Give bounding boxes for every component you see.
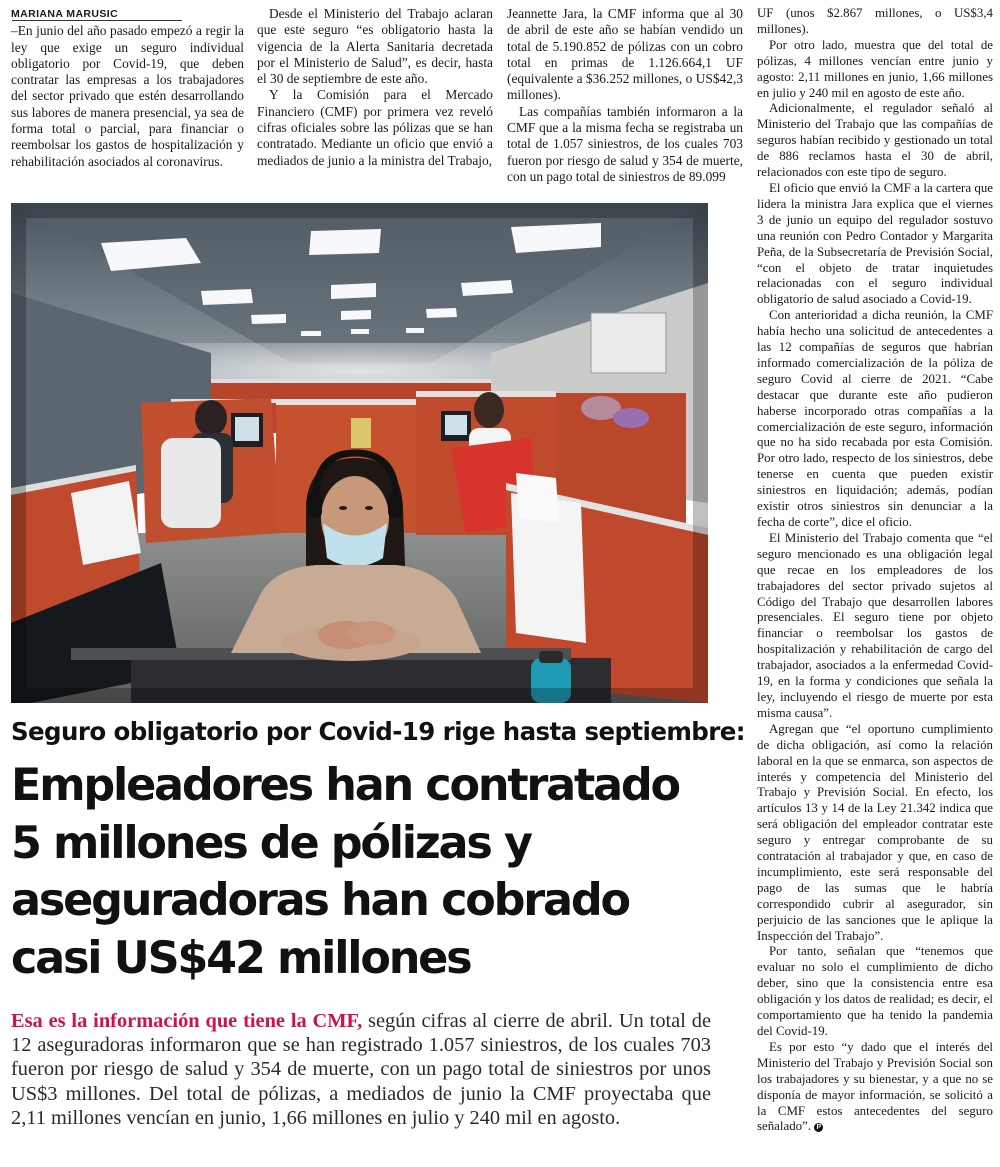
paragraph: El oficio que envió la CMF a la cartera que lidera la ministra Jara explica que el viernes 3 de junio un equipo del regulador sostuvo una reunión con Pedro Contador y Margarita Peña, de la Subsecretaría de Previsión Social, “con el objeto de tratar inquietudes relacionadas con el seguro individual obligatorio de salud asociado a Covid-19.: [757, 180, 993, 307]
paragraph: El Ministerio del Trabajo comenta que “el seguro mencionado es una obligación legal que recae en los empleadores de los trabajadores del sector privado sujetos al Código del Trabajo que desarrollen labores presenciales. El seguro tiene por objeto financiar o reembolsar los gastos de hospitalización y rehabilitación de cargo del trabajador, asociados a la enfermedad Covid-19, en la forma y condiciones que señala la ley, incluyendo el riesgo de muerte por esta misma causa”.: [757, 530, 993, 720]
lede: [11, 1009, 711, 1130]
paragraph: Jeannette Jara, la CMF informa que al 30 de abril de este año se habían vendido un total de 5.190.852 de pólizas con un cobro total en primas de 1.126.664,1 UF (equivalente a $36.252 millones, o US$42,3 millones).: [507, 6, 743, 103]
headline-line: casi US$42 millones: [11, 932, 471, 984]
paragraph: –En junio del año pasado empezó a regir la ley que exige un seguro individual obligatorio por Covid-19, que deben contratar las empresas a los trabajadores del sector privado que estén desarrollando sus labores de manera presencial, ya sea de forma total o parcial, para financiar o reembolsar los gastos de hospitalización y rehabilitación asociados al coronavirus.: [11, 23, 244, 169]
end-mark-icon: P: [814, 1123, 823, 1132]
paragraph: Adicionalmente, el regulador señaló al Ministerio del Trabajo que las compañías de seguros habían recibido y gestionado un total de 886 reclamos hasta el 30 de abril, relacionados con este tipo de seguro.: [757, 101, 993, 180]
paragraph: Las compañías también informaron a la CMF que a la misma fecha se registraba un total de 1.057 siniestros, de los cuales 703 fueron por riesgo de salud y 354 de muerte, con un pago total de siniestros de 89.099: [507, 103, 743, 184]
call-center-photo: [11, 203, 708, 703]
article-column-3: [507, 6, 743, 185]
headline: [11, 757, 711, 987]
headline-line: Empleadores han contratado: [11, 760, 679, 811]
lede-highlight: Esa es la información que tiene la CMF,: [11, 1010, 363, 1032]
paragraph: [757, 1040, 993, 1135]
paragraph: Por tanto, señalan que “tenemos que evaluar no solo el cumplimiento de dicho deber, sino que la consistencia entre esa obligación y los datos de realidad; es decir, el comportamiento que ha tenido la pandemia del Covid-19.: [757, 944, 993, 1038]
article-column-2: [257, 6, 493, 169]
headline-line: aseguradoras han cobrado: [11, 875, 629, 926]
article-column-4: [757, 6, 993, 1135]
paragraph-text: Es por esto “y dado que el interés del Ministerio del Trabajo y Previsión Social son los trabajadores y su bienestar, y a que no se disponía de mayor información, se solicitó a la CMF estos antecedentes del seguro señalado”.: [757, 1039, 993, 1134]
article-photo: [11, 203, 708, 703]
headline-line: 5 millones de pólizas y: [11, 817, 531, 869]
kicker: Seguro obligatorio por Covid-19 rige hasta septiembre:: [11, 717, 745, 746]
byline: MARIANA MARUSIC: [11, 8, 119, 20]
paragraph: Con anterioridad a dicha reunión, la CMF había hecho una solicitud de antecedentes a las 12 compañías de seguros que habrían informado comercialización de la póliza de seguro Covid al cierre de 2021. “Cabe destacar que durante este año pudieron haberse incorporado otras compañías a la comercialización de este seguro, información que no ha sido recabada por esta Comisión. Por otro lado, respecto de los siniestros, debe tenerse en cuenta que pueden existir siniestros en liquidación; además, podían existir otros siniestros sin denunciar a la fecha de corte”, dice el oficio.: [757, 308, 993, 529]
paragraph: Por otro lado, muestra que del total de pólizas, 4 millones vencían entre junio y agosto: 2,11 millones en junio, 1,66 millones en julio y 240 mil en agosto de este año.: [757, 37, 993, 100]
paragraph: Desde el Ministerio del Trabajo aclaran que este seguro “es obligatorio hasta la vigencia de la Alerta Sanitaria decretada por el Ministerio de Salud”, es decir, hasta el 30 de septiembre de este año.: [257, 6, 493, 87]
paragraph: Agregan que “el oportuno cumplimiento de dicha obligación, así como la relación laboral en la que se enmarca, son aspectos de interés y competencia del Ministerio del Trabajo y Previsión Social. En efecto, los artículos 13 y 14 de la Ley 21.342 indica que será obligación del empleador contratar este seguro y entregar comprobante de su contratación al trabajador y que, en caso de incumplimiento, este será responsable del pago de las sumas que le habría correspondido cubrir al asegurador, sin perjuicio de las sanciones que le aplique la Inspección del Trabajo”.: [757, 721, 993, 943]
lede-text: según cifras al cierre de abril. Un total de 12 aseguradoras informaron que se han registrado 1.057 siniestros, de los cuales 703 fueron por riesgo de salud y 354 de muerte, con un pago total de siniestros por unos US$3 millones. Del total de pólizas, a mediados de junio la CMF proyectaba que 2,11 millones vencían en junio, 1,66 millones en julio y 240 mil en agosto.: [11, 1010, 712, 1129]
paragraph: UF (unos $2.867 millones, o US$3,4 millones).: [757, 6, 993, 36]
article-column-1: [11, 6, 244, 170]
paragraph: Y la Comisión para el Mercado Financiero (CMF) por primera vez reveló cifras oficiales sobre las pólizas que se han contratado. Mediante un oficio que envió a mediados de junio a la ministra del Trabajo,: [257, 87, 493, 168]
